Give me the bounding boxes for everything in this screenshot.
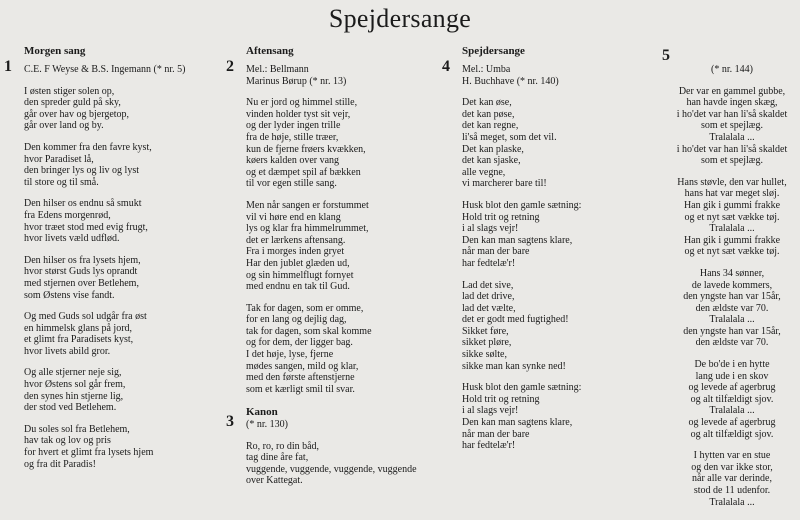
song-line: og et nyt sæt vække tøj.	[684, 246, 780, 258]
song-line: når man der bare	[462, 246, 530, 258]
song-line: den synes hin stjerne lig,	[24, 390, 124, 402]
song-line: tag dine åre fat,	[246, 452, 309, 464]
song-line: li'så meget, som det vil.	[462, 131, 557, 143]
song-line: det er lærkens aftensang.	[246, 234, 346, 246]
song-line: Og med Guds sol udgår fra øst	[24, 311, 147, 323]
song-line: Tralalala ...	[709, 496, 755, 508]
song-line: fra de høje, stille træer,	[246, 131, 339, 143]
song-line: det kan pøse,	[462, 108, 515, 120]
song-line: Den kan man sagtens klare,	[462, 417, 573, 429]
song-stanza	[462, 97, 632, 190]
song-line: den yngste han var 15år,	[683, 325, 781, 337]
song-line: Husk blot den gamle sætning:	[462, 382, 582, 394]
song-line: I hytten var en stue	[693, 450, 771, 462]
song-line: den ældste var 70.	[695, 302, 769, 314]
song-line: med den første aftenstjerne	[246, 372, 355, 384]
song-line: og den var ikke stor,	[691, 461, 773, 473]
song-line: Tralalala ...	[709, 223, 755, 235]
song-stanza	[24, 198, 214, 244]
song-meta-line: Marinus Børup (* nr. 13)	[246, 75, 347, 87]
song-line: og fra dit Paradis!	[24, 458, 96, 470]
song-number: 3	[226, 413, 234, 431]
song-meta-line: H. Buchhave (* nr. 140)	[462, 75, 559, 87]
song-line: alle vegne,	[462, 166, 506, 178]
song-line: fra Edens morgenrød,	[24, 209, 111, 221]
song-stanza	[246, 97, 436, 190]
song-line: Men når sangen er forstummet	[246, 199, 369, 211]
song-title: Morgen sang	[24, 45, 86, 57]
song-column	[442, 45, 632, 452]
song-meta	[662, 47, 792, 76]
song-line: Og alle stjerner neje sig,	[24, 367, 122, 379]
song-line: med stjernen over Betlehem,	[24, 277, 139, 289]
song-meta	[442, 58, 632, 87]
song-stanza	[462, 280, 632, 373]
song-line: den bringer lys og liv og lyst	[24, 165, 139, 177]
song-number: 5	[662, 47, 670, 64]
song-line: Lad det sive,	[462, 279, 514, 291]
song-line: lang ude i en skov	[695, 370, 769, 382]
song-line: for hvert et glimt fra lysets hjem	[24, 447, 154, 459]
song-line: Sikket føre,	[462, 325, 509, 337]
song-line: stod de 11 udenfor.	[693, 485, 771, 496]
song-line: Tralalala ...	[709, 314, 755, 326]
song-line: Der var en gammel gubbe,	[678, 85, 786, 97]
song-line: hav tak og lov og pris	[24, 435, 111, 447]
song-stanza	[246, 441, 436, 487]
song-meta	[226, 58, 436, 87]
song-line: sikke man kan synke ned!	[462, 360, 566, 372]
song-line: Hold trit og retning	[462, 211, 540, 223]
song-line: de lavede kommers,	[691, 279, 773, 291]
song-line: Hans støvle, den var hullet,	[677, 176, 787, 188]
song-line: i ho'det var han li'så skaldet	[676, 108, 788, 120]
song-line: en himmelsk glans på jord,	[24, 322, 133, 334]
song-line: Fra i morges inden gryet	[246, 246, 345, 258]
song-line: I det høje, lyse, fjerne	[246, 349, 334, 361]
song-stanza	[672, 86, 792, 167]
song-line: vuggende, vuggende, vuggende, vuggende	[246, 463, 417, 475]
song-meta-line: (* nr. 130)	[246, 419, 288, 431]
song-line: vinden holder tyst sit vejr,	[246, 108, 351, 120]
song-line: Hold trit og retning	[462, 393, 540, 405]
song-line: til store og til små.	[24, 176, 99, 188]
song-stanza	[24, 367, 214, 413]
song-line: hvor livets væld udflød.	[24, 233, 120, 245]
song-line: den spreder guld på sky,	[24, 97, 121, 109]
song-line: med endnu en tak til Gud.	[246, 281, 350, 293]
song-line: vil vi høre end en klang	[246, 211, 341, 223]
song-line: det kan sjaske,	[462, 155, 521, 167]
song-line: De bo'de i en hytte	[694, 359, 770, 371]
song-stanza	[462, 382, 632, 452]
song-line: og et dæmpet spil af bækken	[246, 166, 361, 178]
song-line: I østen stiger solen op,	[24, 85, 115, 97]
song-line: Det kan øse,	[462, 97, 512, 109]
song-stanza	[246, 303, 436, 396]
song-line: og levede af agerbrug	[688, 417, 776, 429]
song-meta-line: C.E. F Weyse & B.S. Ingemann (* nr. 5)	[24, 64, 186, 75]
song-line: når alle var derinde,	[692, 473, 772, 485]
song-line: og der lyder ingen trille	[246, 120, 341, 132]
song-line: Nu er jord og himmel stille,	[246, 97, 358, 109]
song-line: Han gik i gummi frakke	[683, 199, 781, 211]
song-stanza	[24, 142, 214, 188]
song-stanza	[462, 200, 632, 270]
song-stanza	[24, 255, 214, 301]
song-line: køers kalden over vang	[246, 155, 340, 167]
song-line: sikke sølte,	[462, 349, 507, 361]
song-line: Den kan man sagtens klare,	[462, 234, 573, 246]
song-line: Du soles sol fra Betlehem,	[24, 423, 130, 435]
song-stanza	[24, 424, 214, 470]
song-line: et glimt fra Paradisets kyst,	[24, 334, 134, 346]
song-line: hvor livets abild gror.	[24, 345, 111, 357]
song-line: til vor egen stille sang.	[246, 178, 337, 190]
song-line: Har den jublet glæden ud,	[246, 257, 350, 269]
song-line: har fedtelæ'r!	[462, 257, 516, 269]
song-line: det kan regne,	[462, 120, 519, 132]
song-number: 2	[226, 58, 234, 75]
song-line: hvor Paradiset lå,	[24, 153, 94, 165]
song-stanza	[672, 450, 792, 508]
song-line: og alt tilfældigt sjov.	[690, 428, 774, 440]
song-number: 1	[4, 58, 12, 75]
song-line: hvor størst Guds lys oprandt	[24, 266, 138, 278]
song-line: det er godt med fugtighed!	[462, 314, 569, 326]
song-line: har fedtelæ'r!	[462, 440, 516, 452]
page-title: Spejdersange	[328, 4, 472, 33]
song-line: og et nyt sæt vække tøj.	[684, 211, 780, 223]
song-line: som Østens vise fandt.	[24, 289, 115, 301]
song-line: og alt tilfældigt sjov.	[690, 393, 774, 405]
song-line: for en lang og dejlig dag,	[246, 314, 347, 326]
song-line: lad det vælte,	[462, 302, 516, 314]
song-column	[662, 46, 792, 508]
song-line: i al slags vejr!	[462, 223, 519, 235]
song-line: Den hilser os fra lysets hjem,	[24, 254, 141, 266]
song-line: hans hat var meget sløj.	[684, 188, 780, 200]
song-line: tak for dagen, som skal komme	[246, 325, 372, 337]
song-column	[226, 45, 436, 487]
song-line: lad det drive,	[462, 291, 515, 303]
song-stanza	[24, 311, 214, 357]
song-line: i ho'det var han li'så skaldet	[676, 143, 788, 155]
song-line: går over hav og bjergetop,	[24, 108, 130, 120]
song-line: Tralalala ...	[709, 131, 755, 143]
song-stanza	[24, 86, 214, 132]
song-line: Husk blot den gamle sætning:	[462, 199, 582, 211]
song-stanza	[672, 268, 792, 349]
song-line: Hans 34 sønner,	[699, 267, 765, 279]
song-meta	[4, 58, 214, 76]
song-meta-line: Mel.: Umba	[462, 64, 511, 75]
song-line: vi marcherer bare til!	[462, 178, 547, 190]
song-line: lys og klar fra himmelrummet,	[246, 223, 369, 235]
song-line: som et spejlæg.	[701, 155, 763, 167]
song-line: Ro, ro, ro din båd,	[246, 440, 320, 452]
song-line: den yngste han var 15år,	[683, 291, 781, 303]
song-column	[4, 45, 214, 470]
song-line: over Kattegat.	[246, 475, 303, 487]
song-line: hvor træet stod med evig frugt,	[24, 221, 148, 233]
song-stanza	[246, 200, 436, 293]
song-line: Den kommer fra den favre kyst,	[24, 141, 152, 153]
song-line: som et kærligt smil til svar.	[246, 383, 355, 395]
song-title: Kanon	[246, 406, 278, 419]
song-number: 4	[442, 58, 450, 75]
song-line: mødes sangen, mild og klar,	[246, 360, 359, 372]
song-line: går over land og by.	[24, 120, 104, 132]
song-meta	[226, 413, 436, 431]
song-line: som et spejlæg.	[701, 120, 763, 132]
song-line: Den hilser os endnu så smukt	[24, 198, 142, 210]
song-line: når man der bare	[462, 428, 530, 440]
song-line: hvor Østens sol går frem,	[24, 379, 126, 391]
song-line: Tak for dagen, som er omme,	[246, 302, 364, 314]
song-line: den ældste var 70.	[695, 337, 769, 349]
song-stanza	[672, 177, 792, 258]
song-stanza	[672, 359, 792, 440]
song-line: og levede af agerbrug	[688, 382, 776, 394]
song-meta-line: Mel.: Bellmann	[246, 64, 309, 75]
song-line: Han gik i gummi frakke	[683, 234, 781, 246]
song-title: Aftensang	[246, 45, 294, 57]
song-line: i al slags vejr!	[462, 405, 519, 417]
song-line: kun de fjerne frøers kvækken,	[246, 143, 366, 155]
song-line: Det kan plaske,	[462, 143, 524, 155]
song-line: og sin himmelflugt fornyet	[246, 269, 354, 281]
song-line: og for dem, der ligger bag.	[246, 337, 353, 349]
song-line: han havde ingen skæg,	[686, 97, 778, 109]
song-title-spacer	[672, 46, 792, 60]
song-title: Spejdersange	[462, 45, 525, 57]
song-line: sikket pløre,	[462, 337, 512, 349]
song-meta-line: (* nr. 144)	[711, 64, 753, 75]
song-line: der stod ved Betlehem.	[24, 402, 117, 414]
song-line: Tralalala ...	[709, 405, 755, 417]
